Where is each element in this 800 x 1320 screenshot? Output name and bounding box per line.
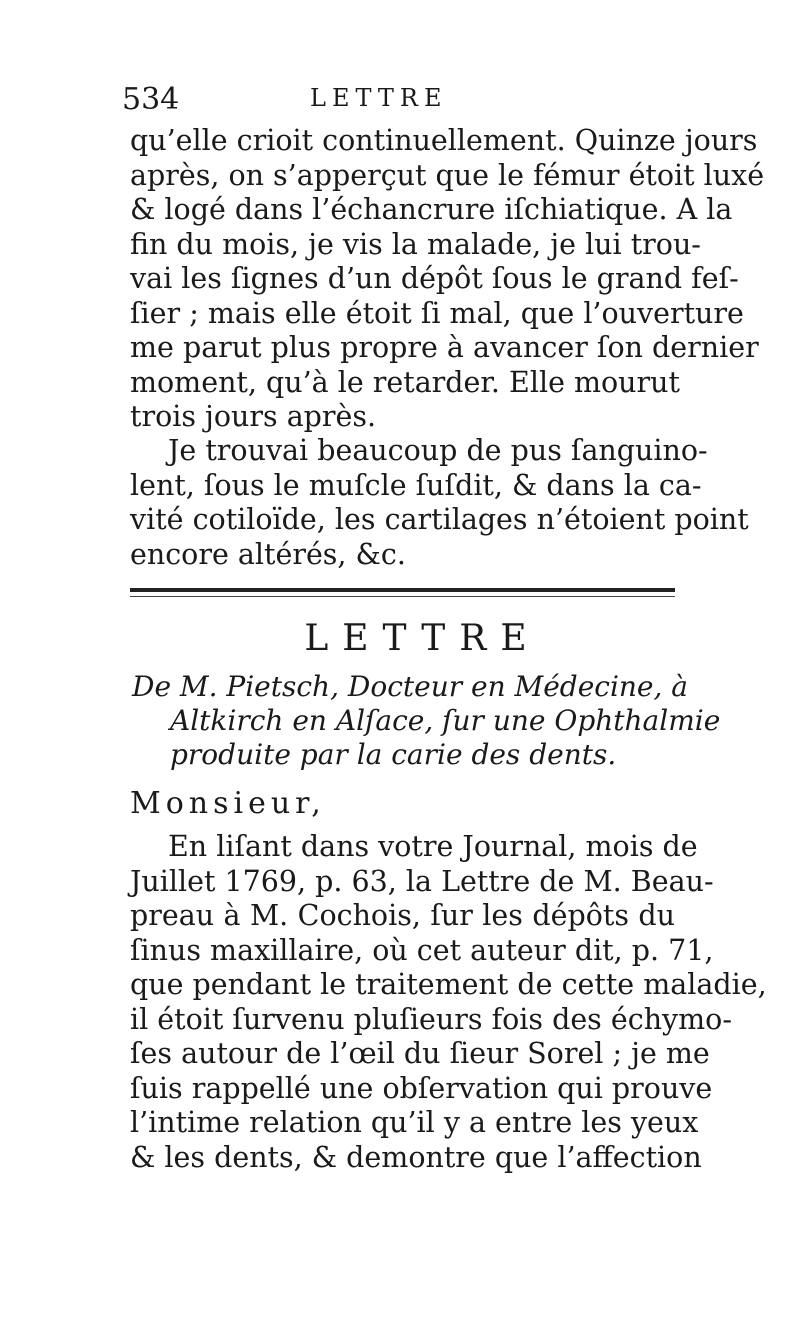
paragraph-case-end <box>130 124 765 435</box>
text-line: fin du mois, je vis la malade, je lui trou- <box>130 227 701 261</box>
text-line: ſinus maxillaire, où cet auteur dit, p. 71, <box>130 933 714 967</box>
running-title: LETTRE <box>310 84 448 112</box>
text-line: Juillet 1769, p. 63, la Lettre de M. Beau- <box>130 864 714 898</box>
section-divider <box>130 588 675 592</box>
subtitle-line: De M. Pietsch, Docteur en Médecine, à <box>132 670 688 703</box>
text-line: qu’elle crioit continuellement. Quinze jours <box>130 124 758 157</box>
text-line: Je trouvai beaucoup de pus ſanguino- <box>168 434 708 467</box>
paragraph-autopsy <box>130 434 749 572</box>
text-line: ſier ; mais elle étoit ſi mal, que l’ouverture <box>130 296 744 330</box>
text-line: me parut plus propre à avancer ſon dernier <box>130 331 759 364</box>
paragraph-letter-body <box>130 830 767 1175</box>
letter-heading: LETTRE <box>304 618 541 659</box>
running-head <box>122 82 682 122</box>
letter-subtitle <box>132 670 721 772</box>
text-line: & logé dans l’échancrure iſchiatique. A la <box>130 193 733 226</box>
text-line: preau à M. Cochois, ſur les dépôts du <box>130 899 675 932</box>
text-line: ſuis rappellé une obſervation qui prouve <box>130 1071 713 1105</box>
text-line: trois jours après. <box>130 400 377 433</box>
page-number: 534 <box>122 82 180 117</box>
text-line: encore altérés, &c. <box>130 537 406 571</box>
text-line: que pendant le traitement de cette maladie, <box>130 968 767 1001</box>
text-line: En liſant dans votre Journal, mois de <box>168 830 698 863</box>
subtitle-line: produite par la carie des dents. <box>170 738 617 771</box>
text-line: ſes autour de l’œil du ſieur Sorel ; je me <box>130 1037 710 1070</box>
text-line: vité cotiloïde, les cartilages n’étoient point <box>130 503 749 536</box>
text-line: moment, qu’à le retarder. Elle mourut <box>130 365 680 399</box>
text-line: après, on s’apperçut que le fémur étoit luxé <box>130 158 765 192</box>
text-line: vai les ſignes d’un dépôt ſous le grand feſ- <box>130 262 739 295</box>
text-line: l’intime relation qu’il y a entre les yeux <box>130 1106 699 1139</box>
section-divider-thin <box>130 596 675 597</box>
text-line: & les dents, & demontre que l’affection <box>130 1140 702 1174</box>
text-line: lent, ſous le muſcle ſuſdit, & dans la ca- <box>130 468 702 502</box>
salutation: Monsieur, <box>130 786 326 821</box>
subtitle-line: Altkirch en Alſace, ſur une Ophthalmie <box>170 704 721 737</box>
text-line: il étoit ſurvenu pluſieurs fois des échymo- <box>130 1002 732 1036</box>
